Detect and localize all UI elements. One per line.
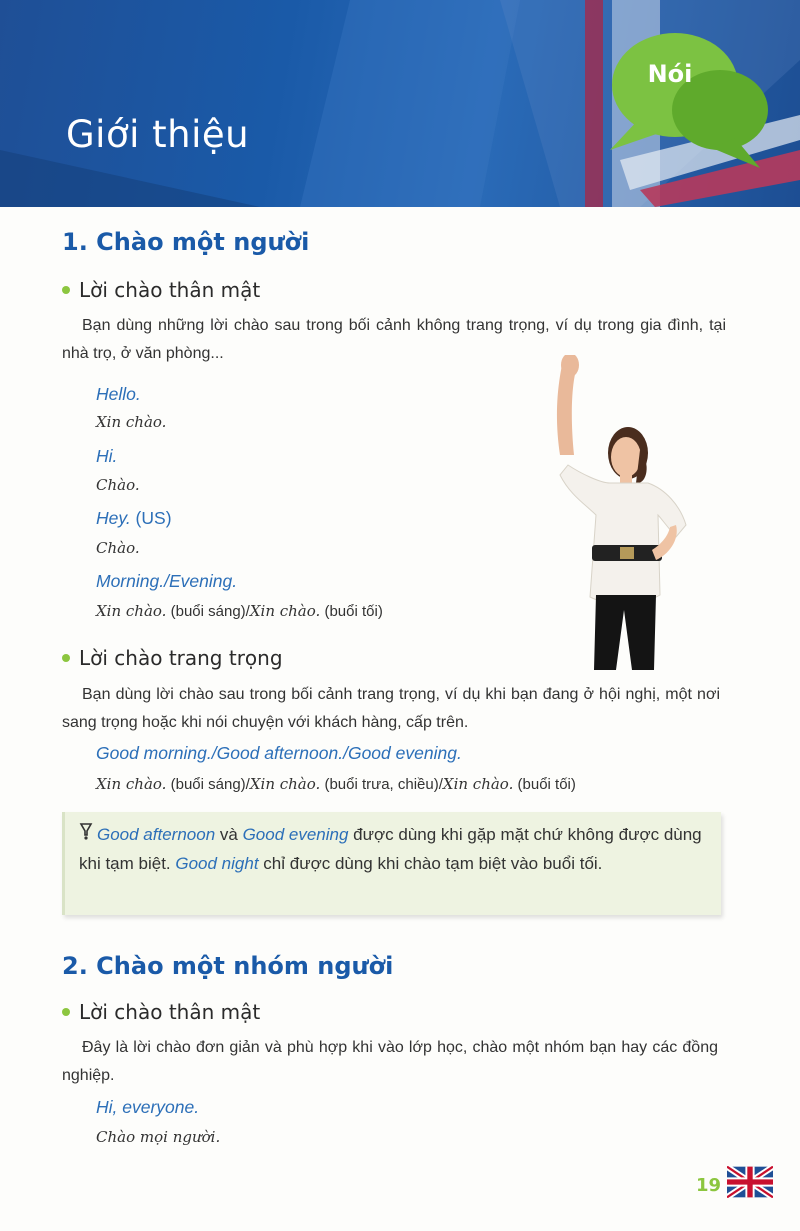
header-banner — [0, 0, 800, 207]
vietnamese-translation: Xin chào. — [96, 413, 167, 431]
english-phrase: Hello. — [96, 384, 141, 404]
english-phrase: Good morning./Good afternoon./Good evening. — [96, 743, 462, 763]
speaking-badge: Nói — [647, 60, 693, 88]
english-phrase: Hi. — [96, 446, 118, 466]
section-2-title: 2. Chào một nhóm người — [62, 952, 394, 980]
section-1-sub-2 — [62, 646, 283, 670]
bullet-icon — [62, 654, 70, 662]
sub-heading: Lời chào trang trọng — [79, 646, 283, 670]
tip-note-box — [62, 812, 721, 915]
vietnamese-translation: Xin chào. (buổi sáng)/Xin chào. (buổi trưa, chiều)/Xin chào. (buổi tối) — [96, 775, 576, 793]
bullet-icon — [62, 1008, 70, 1016]
tip-note-text: Good afternoon và Good evening được dùng khi gặp mặt chứ không được dùng khi tạm biệt. Good night chỉ được dùng khi chào tạm biệt vào buổi tối. — [79, 820, 709, 878]
section-1-sub-1 — [62, 278, 260, 302]
vietnamese-translation: Xin chào. (buổi sáng)/Xin chào. (buổi tối) — [96, 602, 383, 620]
lightbulb-icon — [79, 822, 93, 840]
vietnamese-translation: Chào mọi người. — [96, 1128, 221, 1146]
union-jack-background — [0, 0, 800, 207]
bullet-icon — [62, 286, 70, 294]
uk-flag-icon — [727, 1166, 773, 1198]
sub-heading: Lời chào thân mật — [79, 1000, 261, 1024]
waving-woman-illustration — [540, 355, 700, 670]
vietnamese-translation: Chào. — [96, 476, 140, 494]
vietnamese-translation: Chào. — [96, 539, 140, 557]
english-phrase: Hi, everyone. — [96, 1097, 200, 1117]
paragraph: Đây là lời chào đơn giản và phù hợp khi vào lớp học, chào một nhóm bạn hay các đồng nghiệp. — [62, 1039, 718, 1084]
english-phrase: Hey. (US) — [96, 508, 172, 528]
section-1-title: 1. Chào một người — [62, 228, 310, 256]
page-title: Giới thiệu — [66, 113, 250, 156]
sub-heading: Lời chào thân mật — [79, 278, 261, 302]
section-2-sub-1 — [62, 1000, 260, 1024]
paragraph: Bạn dùng lời chào sau trong bối cảnh trang trọng, ví dụ khi bạn đang ở hội nghị, một nơi sang trọng hoặc khi nói chuyện với khách hàng, cấp trên. — [62, 686, 720, 731]
english-phrase: Morning./Evening. — [96, 571, 238, 591]
paragraph: Bạn dùng những lời chào sau trong bối cảnh không trang trọng, ví dụ trong gia đình, tại nhà trọ, ở văn phòng... — [62, 317, 726, 362]
page-number: 19 — [696, 1175, 722, 1196]
